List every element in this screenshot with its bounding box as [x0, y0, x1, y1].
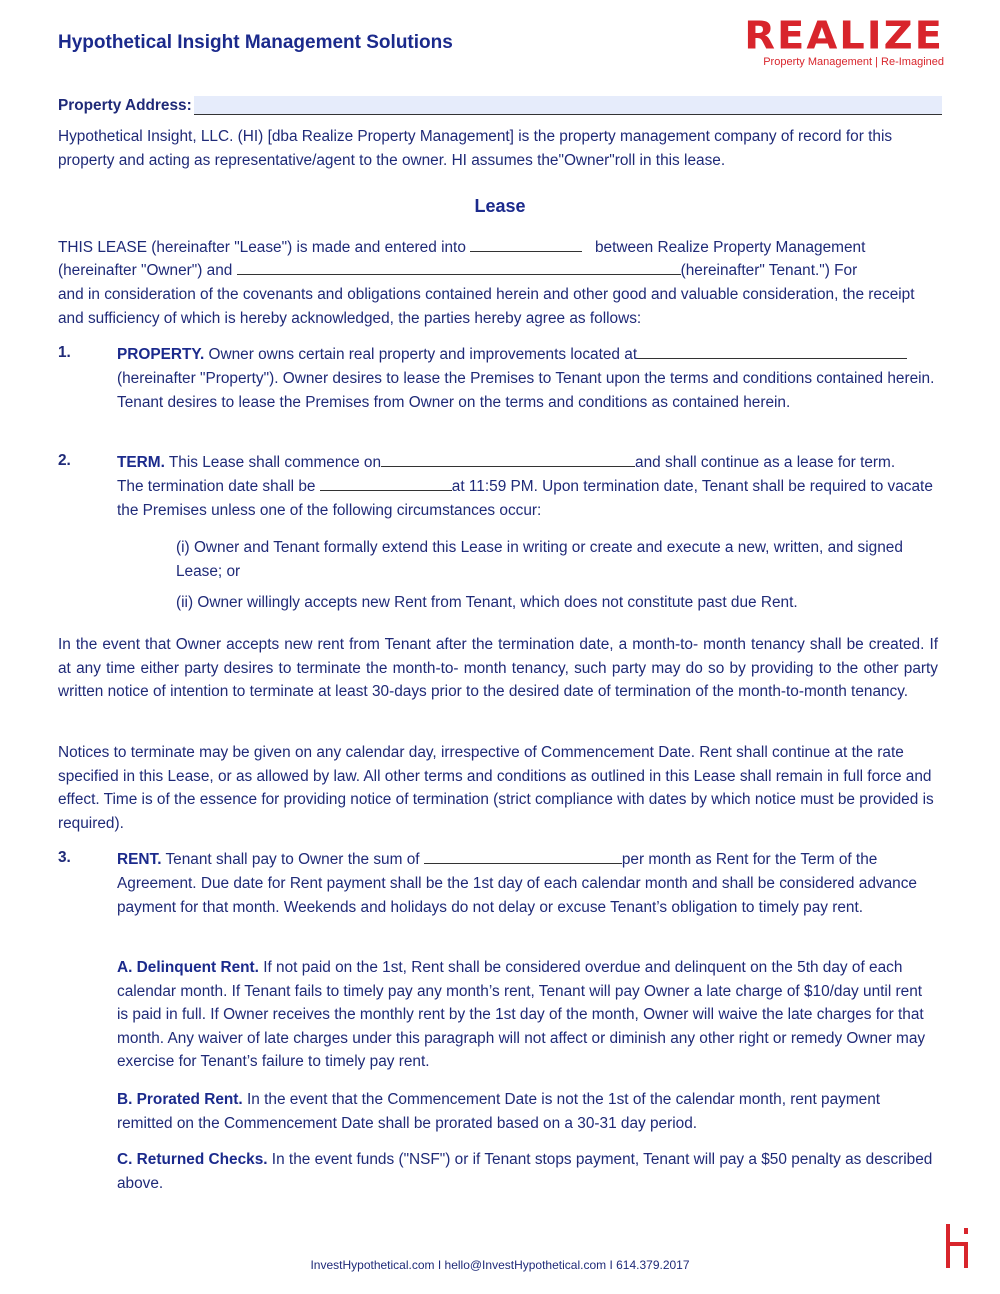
termination-date-field[interactable] — [320, 476, 452, 491]
lease-date-field[interactable] — [470, 237, 582, 252]
preamble-text-d: (hereinafter" Tenant.") For — [680, 262, 858, 279]
tenant-name-field[interactable] — [237, 260, 681, 275]
rent-amount-field[interactable] — [424, 849, 622, 864]
section-2-text-b: and shall continue as a lease for term. — [635, 454, 896, 471]
hi-logo-icon — [944, 1222, 974, 1270]
section-3-text-a: Tenant shall pay to Owner the sum of — [161, 851, 420, 868]
footer-contact: InvestHypothetical.com I hello@InvestHypothetical.com I 614.379.2017 — [310, 1258, 690, 1272]
section-2-item-i: (i) Owner and Tenant formally extend this Lease in writing or create and execute a new, written, and signed Lease; or — [176, 539, 903, 580]
property-address-row — [58, 96, 942, 115]
delinquent-rent-text: If not paid on the 1st, Rent shall be considered overdue and delinquent on the 5th day of each calendar month. If Tenant fails to timely pay any month’s rent, Tenant will pay Owner a late charge of $10/day until rent is paid in full. If Owner receives the monthly rent by the 1st day of the month, Owner will waive the late charges for that month. Any waiver of late charges under this paragraph will not affect or diminish any other right or remedy Owner may exercise for Tenant’s failure to timely pay rent. — [117, 959, 926, 1070]
returned-checks-paragraph — [117, 1148, 937, 1195]
section-1-heading: PROPERTY. — [117, 346, 205, 363]
delinquent-rent-heading: A. Delinquent Rent. — [117, 959, 259, 976]
preamble-line-2 — [58, 259, 938, 283]
notice-paragraph: Notices to terminate may be given on any calendar day, irrespective of Commencement Date. Rent shall continue at the rate specified in this Lease, or as allowed by law. All other terms and conditions as outlined in this Lease shall remain in full force and effect. Time is of the essence for providing notice of termination (strict compliance with dates by which notice must be provided is required). — [58, 744, 934, 832]
section-2-heading: TERM. — [117, 454, 165, 471]
preamble-line-1 — [58, 236, 938, 260]
commencement-date-field[interactable] — [381, 452, 635, 467]
preamble-text-a: THIS LEASE (hereinafter "Lease") is made and entered into — [58, 239, 466, 256]
section-1-text-b: (hereinafter "Property"). Owner desires to lease the Premises to Tenant upon the terms and conditions contained herein. Tenant desires to lease the Premises from Owner on the terms and conditions as contained herein. — [117, 370, 935, 411]
section-2-line-1 — [117, 451, 937, 475]
prorated-rent-paragraph — [117, 1088, 937, 1135]
section-2-line-2 — [117, 475, 937, 522]
section-1-number: 1. — [58, 344, 71, 361]
property-location-field[interactable] — [637, 344, 907, 359]
section-3-text-b: per month as Rent for the Term of the — [621, 851, 878, 868]
returned-checks-text: In the event funds ("NSF") or if Tenant stops payment, Tenant will pay a $50 penalty as described above. — [117, 1151, 933, 1192]
logo-wordmark: REALIZE — [744, 14, 944, 58]
document-title: Lease — [474, 196, 526, 216]
returned-checks-heading: C. Returned Checks. — [117, 1151, 268, 1168]
preamble-text-c: (hereinafter "Owner") and — [58, 262, 233, 279]
prorated-rent-heading: B. Prorated Rent. — [117, 1091, 243, 1108]
section-2-item-ii: (ii) Owner willingly accepts new Rent from Tenant, which does not constitute past due Rent. — [176, 594, 798, 611]
delinquent-rent-paragraph — [117, 956, 937, 1074]
section-1-text-a: Owner owns certain real property and improvements located at — [204, 346, 638, 363]
intro-paragraph: Hypothetical Insight, LLC. (HI) [dba Realize Property Management] is the property management company of record for this property and acting as representative/agent to the owner. HI assumes the"Owner"roll in this lease. — [58, 128, 893, 169]
section-3-number: 3. — [58, 849, 71, 866]
section-3-line-1 — [117, 848, 937, 872]
preamble-text-b: between Realize Property Management — [595, 239, 866, 256]
property-address-label: Property Address: — [58, 97, 192, 114]
company-name: Hypothetical Insight Management Solutions — [58, 32, 453, 53]
property-address-field[interactable] — [194, 96, 942, 115]
prorated-rent-text: In the event that the Commencement Date is not the 1st of the calendar month, rent payment remitted on the Commencement Date shall be prorated based on a 30-31 day period. — [117, 1091, 881, 1132]
section-2-number: 2. — [58, 452, 71, 469]
section-3-heading: RENT. — [117, 851, 162, 868]
logo-tagline: Property Management | Re-Imagined — [763, 56, 944, 68]
realize-logo — [740, 14, 944, 68]
section-1-line-1 — [117, 343, 937, 367]
section-2-text-a: This Lease shall commence on — [164, 454, 382, 471]
preamble-text-e: and in consideration of the covenants and obligations contained herein and other good and valuable consideration, the receipt and sufficiency of which is hereby acknowledged, the parties hereby agree as follows: — [58, 286, 915, 327]
month-to-month-paragraph: In the event that Owner accepts new rent from Tenant after the termination date, a month-to- month tenancy shall be created. If at any time either party desires to terminate the month-to- month tenancy, such party may do so by providing to the other party written notice of intention to terminate at least 30-days prior to the desired date of termination of the month-to-month tenancy. — [58, 636, 938, 700]
section-2-text-c: The termination date shall be — [117, 478, 316, 495]
section-3-text-c: Agreement. Due date for Rent payment shall be the 1st day of each calendar month and shall be considered advance payment for that month. Weekends and holidays do not delay or excuse Tenant’s obligation to timely pay rent. — [117, 875, 917, 916]
section-2-text-d: at 11:59 PM. Upon termination date, Tenant shall be required to vacate the Premises unless one of the following circumstances occur: — [117, 478, 933, 519]
